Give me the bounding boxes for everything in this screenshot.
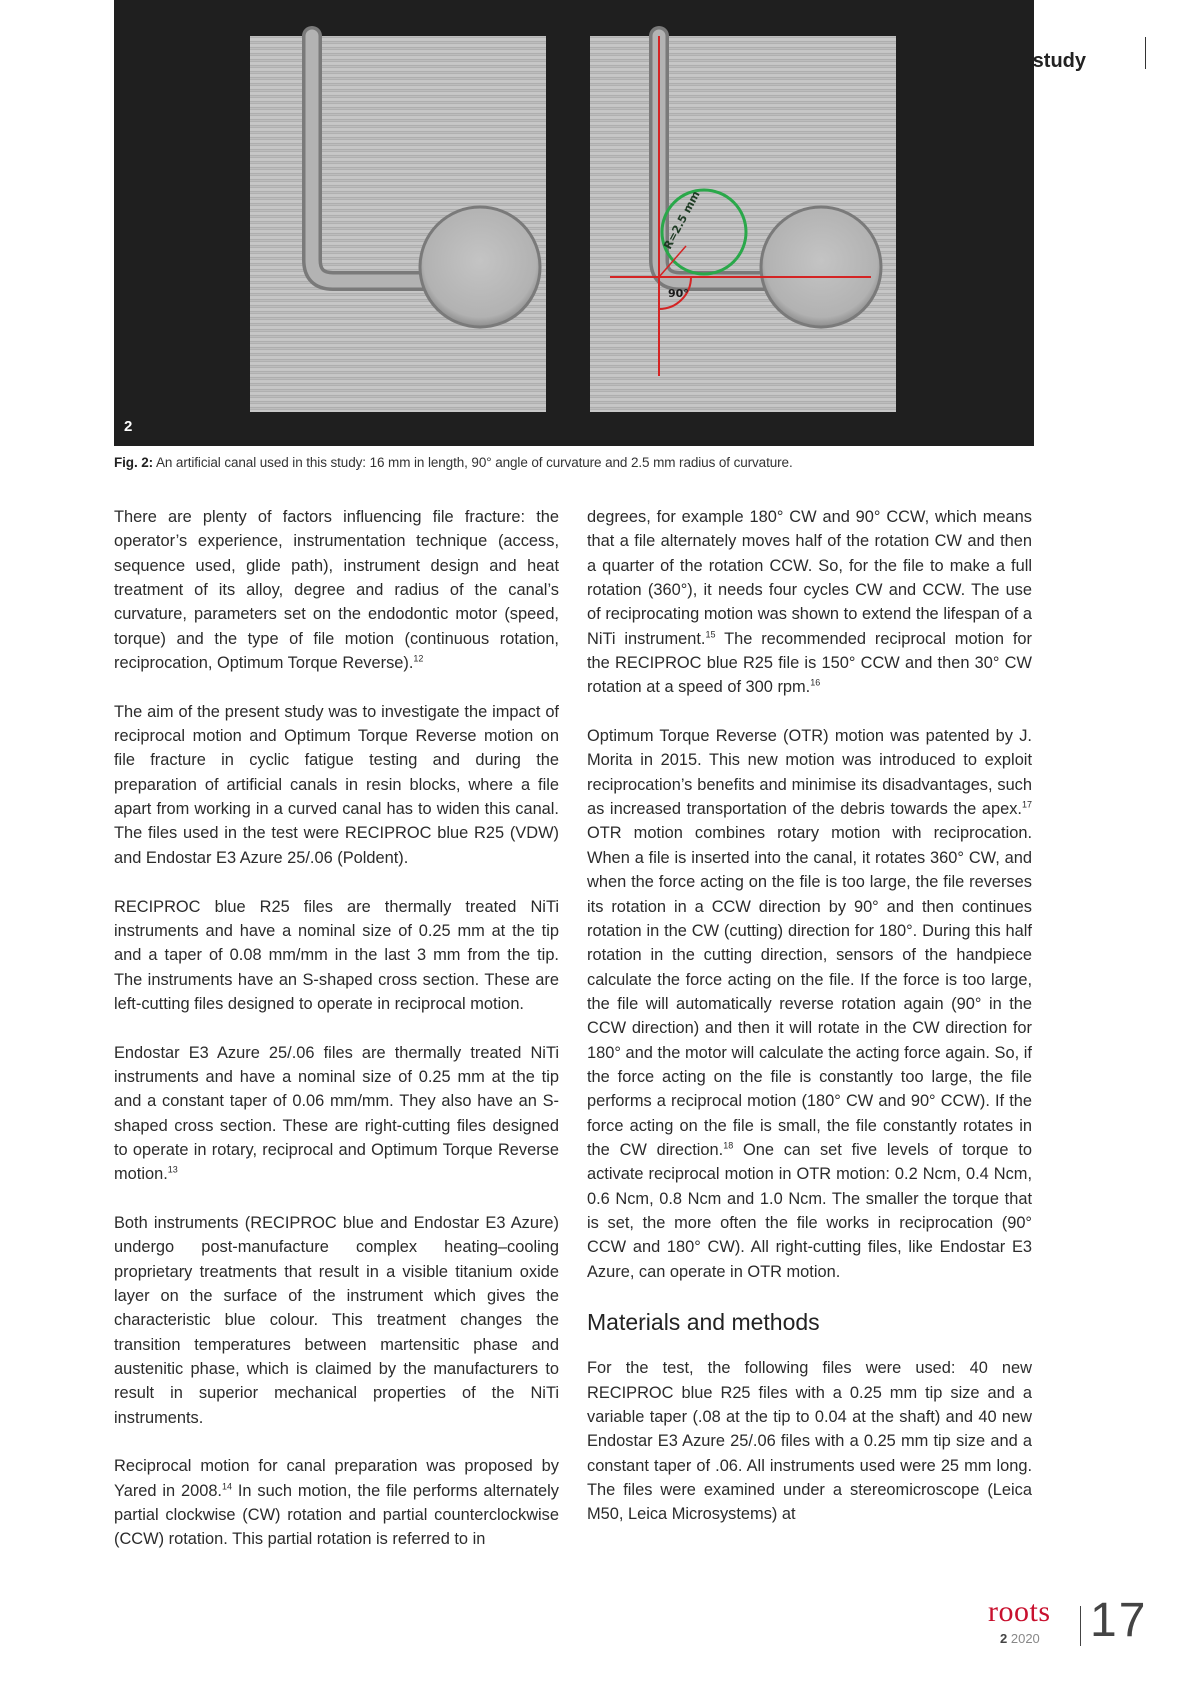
angle-label: 90° xyxy=(668,287,689,300)
paragraph-materials: For the test, the following files were used: 40 new RECIPROC blue R25 files with a 0.25 mm tip size and a variable taper (.08 at the tip to 0.04 at the shaft) and 40 new Endostar E3 Azure 25/.06 files with a 0.25 mm tip size and a constant taper of .06. All instruments used were 25 mm long. The files were examined under a stereomicroscope (Leica M50, Leica Microsystems) at xyxy=(587,1359,1032,1524)
canal-block-right xyxy=(590,36,896,412)
reference-12: 12 xyxy=(413,653,424,664)
radius-label: R=2.5 mm xyxy=(661,188,703,252)
right-column xyxy=(587,505,1032,1551)
paragraph-reciprocal-motion: Reciprocal motion for canal preparation was proposed by Yared in 2008.14 In such motion, the file performs alternately partial clockwise (CW) rotation and partial counterclockwise (CCW) rotation. This partial rotation is referred to in xyxy=(114,1457,560,1549)
canal-block-left xyxy=(250,36,546,412)
paragraph-reciproc: RECIPROC blue R25 files are thermally treated NiTi instruments and have a nominal size of 0.25 mm at the tip and a taper of 0.08 mm/mm in the last 3 mm from the tip. The instruments have an S-shaped cross section. These are left-cutting files designed to operate in reciprocal motion. xyxy=(114,897,559,1013)
section-divider xyxy=(1145,37,1146,69)
paragraph-endostar: Endostar E3 Azure 25/.06 files are thermally treated NiTi instruments and have a nominal size of 0.25 mm at the tip and a constant taper of 0.06 mm/mm. They also have an S-shaped cross section. These are right-cutting files designed to operate in rotary, reciprocal and Optimum Torque Reverse motion.$^{13}$ xyxy=(114,1043,559,1184)
figure-image xyxy=(114,0,1034,446)
figure-caption xyxy=(114,455,1034,470)
reference-13: 13 xyxy=(167,1164,178,1175)
caption-text: An artificial canal used in this study: 16 mm in length, 90° angle of curvature and 2.5 mm radius of curvature. xyxy=(153,455,793,470)
left-column xyxy=(114,505,559,1576)
paragraph-heat-treatment: Both instruments (RECIPROC blue and Endostar E3 Azure) undergo post-manufacture complex heating–cooling proprietary treatments that result in a visible titanium oxide layer on the surface of the instrument which gives the characteristic blue colour. This treatment changes the transition temperatures between martensitic phase and austenitic phase, which is claimed by the manufacturers to result in superior mechanical properties of the NiTi instruments. xyxy=(114,1213,559,1427)
caption-label: Fig. 2: xyxy=(114,455,154,470)
reference-15: 15 xyxy=(705,629,716,640)
footer-divider xyxy=(1080,1606,1081,1646)
reference-14: 14 xyxy=(222,1481,233,1492)
heading-materials-methods: Materials and methods xyxy=(587,1309,820,1336)
paragraph-aim: The aim of the present study was to investigate the impact of reciprocal motion and Optimum Torque Reverse motion on file fracture in cyclic fatigue testing and during the preparation of artificial canals in resin blocks, where a file apart from working in a curved canal has to widen this canal. The files used in the test were RECIPROC blue R25 (VDW) and Endostar E3 Azure 25/.06 (Poldent). xyxy=(114,702,559,867)
reference-17: 17 xyxy=(1021,799,1032,810)
figure-number: 2 xyxy=(124,418,133,435)
page-number: 17 xyxy=(1090,1594,1148,1647)
journal-logo: roots xyxy=(988,1595,1051,1628)
reference-18: 18 xyxy=(723,1140,734,1151)
paragraph-degrees: degrees, for example 180° CW and 90° CCW, which means that a file alternately moves half of the rotation CW and then a quarter of the rotation CCW. So, for the file to make a full rotation (360°), it needs four cycles CW and CCW. The use of reciprocating motion was shown to extend the lifespan of a NiTi instrument.$^{15}$ The recommended reciprocal motion for the RECIPROC blue R25 file is 150° CCW and then 30° CW rotation at a speed of 300 rpm.$^{16}$ xyxy=(587,508,1032,697)
reference-16: 16 xyxy=(810,677,821,688)
paragraph-otr: Optimum Torque Reverse (OTR) motion was patented by J. Morita in 2015. This new motion was introduced to exploit reciprocation’s benefits and minimise its disadvantages, such as increased transportation of the debris towards the apex.$^{17}$ OTR motion combines rotary motion with reciprocation. When a file is inserted into the canal, it rotates 360° CW, and when the force acting on the file is too large, the file reverses its rotation in a CCW direction by 90° and then continues rotation in the CW (cutting) direction for 180°. During this half rotation in the cutting direction, sensors of the handpiece calculate the force acting on the file. If the force is too large, the file will automatically reverse rotation again (90° in the CCW direction) and then it will rotate in the CW direction for 180° and the motor will calculate the acting force again. So, if the force acting on the file is constantly too large, the file performs a reciprocal motion (180° CW and 90° CCW). If the force acting on the file is small, the file constantly rotates in the CW direction.$^{18}$ One can set five levels of torque to activate reciprocal motion in OTR motion: 0.2 Ncm, 0.4 Ncm, 0.6 Ncm, 0.8 Ncm and 1.0 Ncm. The smaller the torque that is set, the more often the file works in reciprocation (90° CCW and 180° CW). All right-cutting files, like Endostar E3 Azure, can operate in OTR motion. xyxy=(587,727,1032,1281)
section-label: study xyxy=(1032,50,1086,72)
figure-2 xyxy=(114,0,1034,446)
issue-info: 2 2020 xyxy=(1000,1631,1040,1646)
paragraph-factors: There are plenty of factors influencing file fracture: the operator’s experience, instrumentation technique (access, sequence used, glide path), instrument design and heat treatment of its alloy, degree and radius of the canal’s curvature, parameters set on the endodontic motor (speed, torque) and the type of file motion (continuous rotation, reciprocation, Optimum Torque Reverse).$^{12}$ xyxy=(114,508,559,673)
